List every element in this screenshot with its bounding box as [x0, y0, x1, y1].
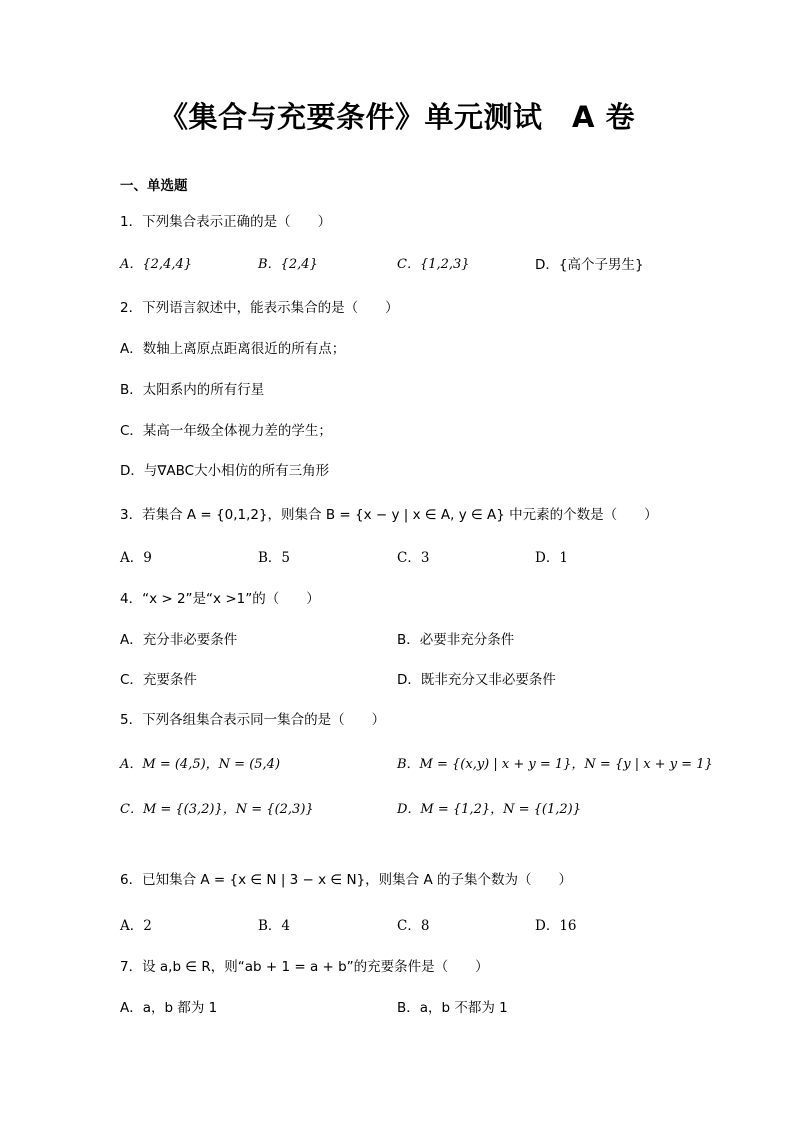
question-4-option-b: B．必要非充分条件: [397, 632, 515, 648]
question-6-option-c: C．8: [397, 918, 430, 934]
question-5-option-a: A．M = (4,5)，N = (5,4): [120, 757, 281, 772]
question-1-option-a: A．{2,4,4}: [120, 257, 193, 272]
question-5-option-d: D．M = {1,2}，N = {(1,2)}: [397, 802, 581, 817]
question-7-stem: 7．设 a,b ∈ R，则“ab + 1 = a + b”的充要条件是（ ）: [120, 959, 489, 975]
question-2-stem: 2．下列语言叙述中，能表示集合的是（ ）: [120, 300, 399, 316]
question-1-option-d: D．{高个子男生}: [535, 257, 644, 273]
question-3-option-a: A．9: [120, 550, 152, 566]
question-5-option-b: B．M = {(x,y) | x + y = 1}，N = {y | x + y = 1}: [397, 757, 713, 772]
question-1-option-c: C．{1,2,3}: [397, 257, 470, 272]
question-1-stem: 1．下列集合表示正确的是（ ）: [120, 214, 332, 230]
section-heading: 一、单选题: [120, 178, 188, 194]
question-5-stem: 5．下列各组集合表示同一集合的是（ ）: [120, 712, 386, 728]
question-4-stem: 4．“x > 2”是“x >1”的（ ）: [120, 591, 320, 607]
question-2-option-d: D．与∇ABC大小相仿的所有三角形: [120, 463, 330, 479]
question-7-option-a: A．a，b 都为 1: [120, 1000, 218, 1016]
question-6-option-a: A．2: [120, 918, 152, 934]
question-6-stem: 6．已知集合 A = {x ∈ N | 3 − x ∈ N}，则集合 A 的子集个数为（ ）: [120, 872, 572, 888]
question-1-option-b: B．{2,4}: [258, 257, 318, 272]
question-2-option-a: A．数轴上离原点距离很近的所有点；: [120, 341, 346, 357]
question-2-option-c: C．某高一年级全体视力差的学生；: [120, 423, 332, 439]
question-5-option-c: C．M = {(3,2)}，N = {(2,3)}: [120, 802, 314, 817]
question-4-option-d: D．既非充分又非必要条件: [397, 672, 556, 688]
question-3-option-d: D．1: [535, 550, 568, 566]
question-3-option-b: B．5: [258, 550, 291, 566]
page-title: 《集合与充要条件》单元测试 A 卷: [158, 100, 636, 134]
question-6-option-d: D．16: [535, 918, 577, 934]
question-3-stem: 3．若集合 A = {0,1,2}，则集合 B = {x − y | x ∈ A, y ∈ A} 中元素的个数是（ ）: [120, 507, 658, 523]
question-6-option-b: B．4: [258, 918, 291, 934]
question-7-option-b: B．a，b 不都为 1: [397, 1000, 508, 1016]
question-2-option-b: B．太阳系内的所有行星: [120, 382, 265, 398]
question-3-option-c: C．3: [397, 550, 430, 566]
question-4-option-c: C．充要条件: [120, 672, 197, 688]
question-4-option-a: A．充分非必要条件: [120, 632, 238, 648]
